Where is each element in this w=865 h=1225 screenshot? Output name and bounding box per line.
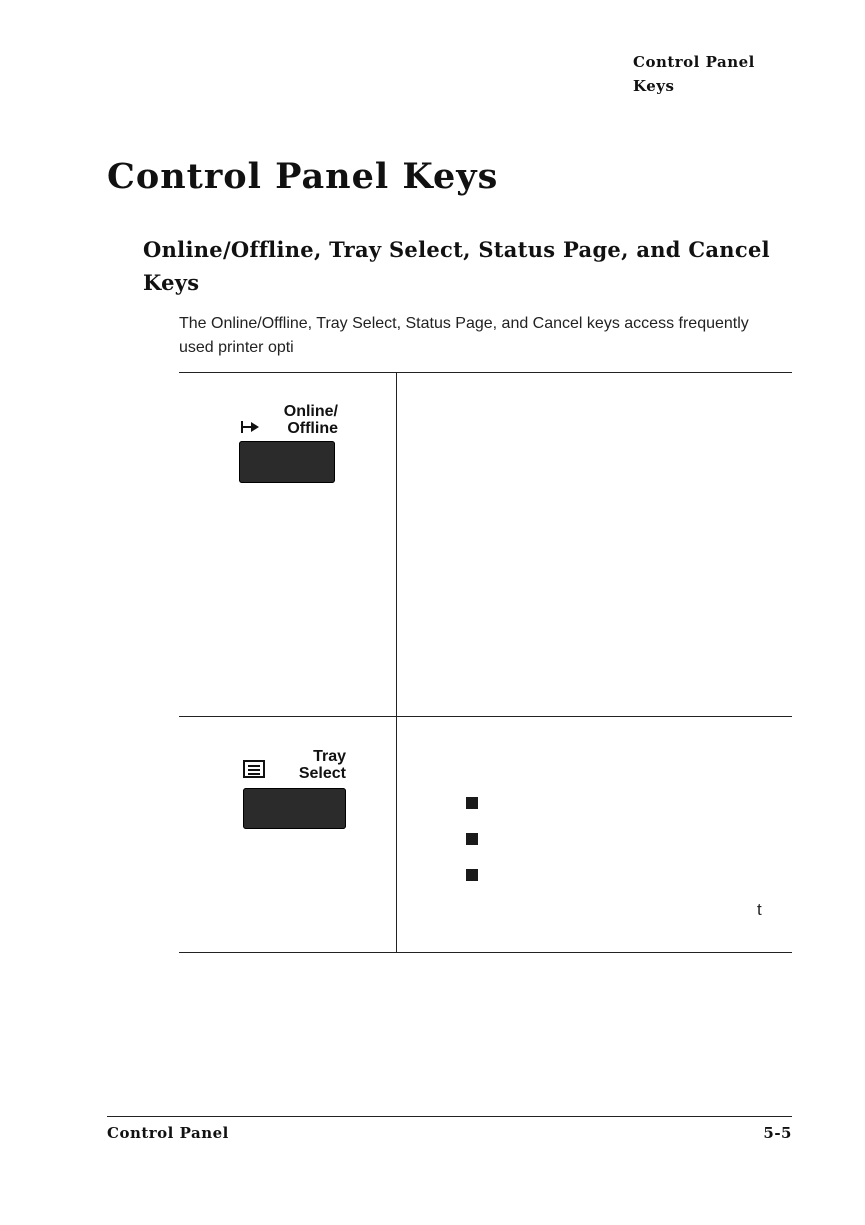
tray-select-label-line1: Tray <box>313 748 346 765</box>
table-column-divider <box>396 372 397 952</box>
bullet-square-icon <box>466 797 478 809</box>
running-head <box>633 50 755 98</box>
bullet-square-icon <box>466 869 478 881</box>
footer-section-name: Control Panel <box>107 1124 229 1142</box>
table-top-rule <box>179 372 792 373</box>
tray-select-key-label <box>268 748 346 782</box>
bullet-square-icon <box>466 833 478 845</box>
tray-select-label-line2: Select <box>298 765 346 782</box>
online-arrow-icon <box>241 420 261 434</box>
intro-paragraph: The Online/Offline, Tray Select, Status Page, and Cancel keys access frequently used printer opti <box>179 315 749 356</box>
tray-select-description-fragment: t <box>757 900 762 919</box>
online-offline-label-line2: Offline <box>287 420 338 437</box>
online-offline-key-label <box>262 403 338 437</box>
running-head-line2: Keys <box>633 77 675 95</box>
page-title: Control Panel Keys <box>107 156 499 197</box>
table-bottom-rule <box>179 952 792 953</box>
footer-rule <box>107 1116 792 1117</box>
footer-page-number: 5-5 <box>763 1124 792 1142</box>
section-title: Online/Offline, Tray Select, Status Page, and Cancel Keys <box>143 237 770 295</box>
table-row-divider <box>179 716 792 717</box>
tray-icon <box>243 760 265 778</box>
tray-select-key-cap[interactable] <box>243 788 346 829</box>
online-offline-label-line1: Online/ <box>283 403 338 420</box>
running-head-line1: Control Panel <box>633 53 755 71</box>
online-offline-key-cap[interactable] <box>239 441 335 483</box>
